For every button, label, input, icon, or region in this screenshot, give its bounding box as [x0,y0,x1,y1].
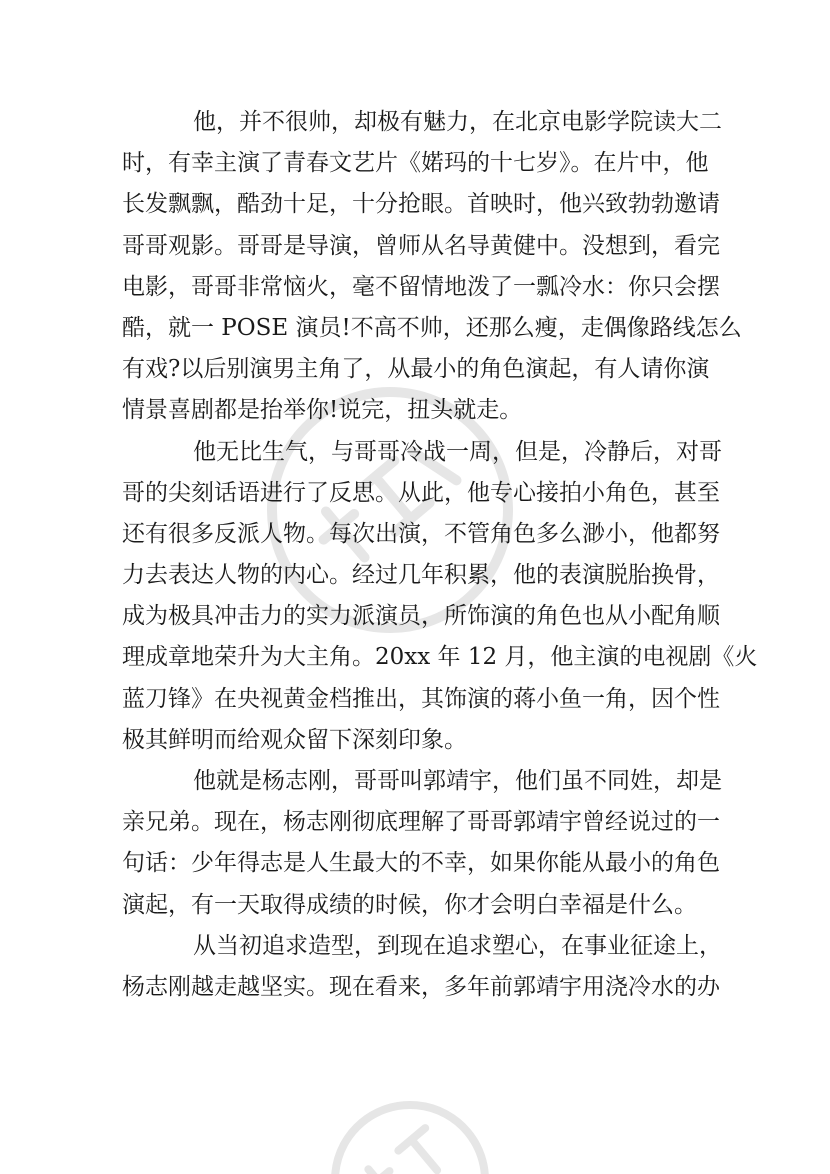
text-line: 亲兄弟。现在，杨志刚彻底理解了哥哥郭靖宇曾经说过的一 [122,809,720,836]
text-line: 哥的尖刻话语进行了反思。从此，他专心接拍小角色，甚至 [122,479,720,506]
paragraph-2 [122,432,758,762]
text-line: 长发飘飘，酷劲十足，十分抢眼。首映时，他兴致勃勃邀请 [122,191,720,218]
text-line: 有戏?以后别演男主角了，从最小的角色演起，有人请你演 [122,356,710,383]
text-line: 极其鲜明而给观众留下深刻印象。 [122,726,467,753]
watermark-logo-bottom-icon [330,1070,490,1174]
text-line: 还有很多反派人物。每次出演，不管角色多么渺小，他都努 [122,520,720,547]
text-line: 力去表达人物的内心。经过几年积累，他的表演脱胎换骨， [122,562,720,589]
text-line: 演起，有一天取得成绩的时候，你才会明白幸福是什么。 [122,891,697,918]
text-line: 蓝刀锋》在央视黄金档推出，其饰演的蒋小鱼一角，因个性 [122,685,720,712]
text-line: 电影，哥哥非常恼火，毫不留情地泼了一瓢冷水：你只会摆 [122,273,720,300]
text-line: 句话：少年得志是人生最大的不幸，如果你能从最小的角色 [122,850,720,877]
text-line: 酷，就一 POSE 演员!不高不帅，还那么瘦，走偶像路线怎么 [122,314,742,341]
text-line: 他就是杨志刚，哥哥叫郭靖宇，他们虽不同姓，却是 [193,768,722,794]
text-line: 情景喜剧都是抬举你!说完，扭头就走。 [122,397,523,424]
text-line: 他，并不很帅，却极有魅力，在北京电影学院读大二 [193,109,722,135]
text-line: 从当初追求造型，到现在追求塑心，在事业征途上， [193,932,722,959]
body-text [122,102,758,1008]
text-line: 理成章地荣升为大主角。20xx 年 12 月，他主演的电视剧《火 [122,644,758,671]
paragraph-3 [122,761,722,926]
text-line: 他无比生气，与哥哥冷战一周，但是，冷静后，对哥 [193,438,722,465]
text-line: 杨志刚越走越坚实。现在看来，多年前郭靖宇用浇冷水的办 [122,973,720,1000]
text-line: 哥哥观影。哥哥是导演，曾师从名导黄健中。没想到，看完 [122,232,720,259]
paragraph-4 [122,926,722,1008]
paragraph-1 [122,102,742,432]
text-line: 成为极具冲击力的实力派演员，所饰演的角色也从小配角顺 [122,603,720,630]
text-line: 时，有幸主演了青春文艺片《婼玛的十七岁》。在片中，他 [122,150,709,177]
